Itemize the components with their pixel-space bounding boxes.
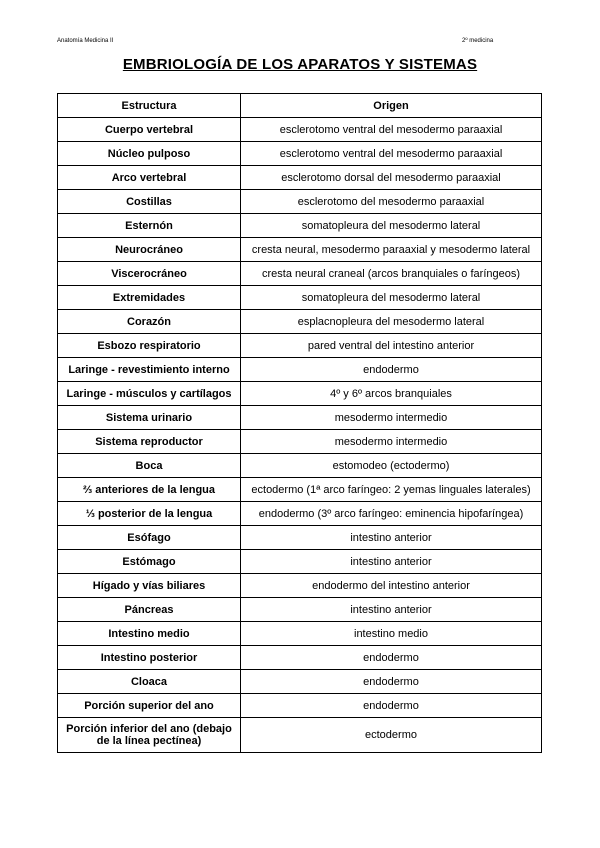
table-row	[58, 118, 542, 142]
cell-origen: intestino anterior	[241, 526, 542, 550]
table-row	[58, 238, 542, 262]
cell-estructura: Arco vertebral	[58, 166, 241, 190]
table-row	[58, 430, 542, 454]
table-row	[58, 526, 542, 550]
cell-origen: somatopleura del mesodermo lateral	[241, 286, 542, 310]
table-row	[58, 262, 542, 286]
table-row	[58, 382, 542, 406]
column-header-estructura: Estructura	[58, 94, 241, 118]
cell-estructura: Extremidades	[58, 286, 241, 310]
cell-estructura: ⅓ posterior de la lengua	[58, 502, 241, 526]
cell-estructura: Páncreas	[58, 598, 241, 622]
cell-estructura: Esternón	[58, 214, 241, 238]
cell-origen: intestino medio	[241, 622, 542, 646]
table-row	[58, 406, 542, 430]
table-row	[58, 670, 542, 694]
table-row	[58, 574, 542, 598]
cell-estructura: Esófago	[58, 526, 241, 550]
cell-origen: 4º y 6º arcos branquiales	[241, 382, 542, 406]
table-header-row	[58, 94, 542, 118]
cell-origen: endodermo del intestino anterior	[241, 574, 542, 598]
cell-estructura: Intestino posterior	[58, 646, 241, 670]
table-row	[58, 454, 542, 478]
cell-origen: cresta neural, mesodermo paraaxial y mesodermo lateral	[241, 238, 542, 262]
table-row	[58, 214, 542, 238]
table-row	[58, 142, 542, 166]
cell-estructura: Cloaca	[58, 670, 241, 694]
table-row	[58, 310, 542, 334]
table-row	[58, 358, 542, 382]
cell-estructura: Neurocráneo	[58, 238, 241, 262]
cell-estructura: Intestino medio	[58, 622, 241, 646]
table-row	[58, 166, 542, 190]
embryology-table	[57, 93, 542, 753]
table-body	[58, 118, 542, 753]
cell-estructura: Porción inferior del ano (debajo de la línea pectínea)	[58, 718, 241, 753]
cell-origen: endodermo	[241, 694, 542, 718]
cell-estructura: Hígado y vías biliares	[58, 574, 241, 598]
cell-origen: ectodermo (1ª arco faríngeo: 2 yemas linguales laterales)	[241, 478, 542, 502]
cell-estructura: Corazón	[58, 310, 241, 334]
cell-estructura: Porción superior del ano	[58, 694, 241, 718]
cell-origen: esclerotomo dorsal del mesodermo paraaxial	[241, 166, 542, 190]
page-title: EMBRIOLOGÍA DE LOS APARATOS Y SISTEMAS	[122, 56, 478, 73]
cell-origen: ectodermo	[241, 718, 542, 753]
cell-origen: pared ventral del intestino anterior	[241, 334, 542, 358]
cell-origen: estomodeo (ectodermo)	[241, 454, 542, 478]
cell-origen: esclerotomo del mesodermo paraaxial	[241, 190, 542, 214]
cell-estructura: Cuerpo vertebral	[58, 118, 241, 142]
cell-estructura: Boca	[58, 454, 241, 478]
cell-estructura: Núcleo pulposo	[58, 142, 241, 166]
cell-origen: esplacnopleura del mesodermo lateral	[241, 310, 542, 334]
cell-origen: endodermo	[241, 646, 542, 670]
cell-origen: somatopleura del mesodermo lateral	[241, 214, 542, 238]
table-row	[58, 478, 542, 502]
cell-origen: endodermo	[241, 670, 542, 694]
cell-origen: intestino anterior	[241, 550, 542, 574]
cell-origen: endodermo	[241, 358, 542, 382]
table-row	[58, 646, 542, 670]
cell-estructura: Laringe - revestimiento interno	[58, 358, 241, 382]
table-row	[58, 286, 542, 310]
cell-estructura: ⅔ anteriores de la lengua	[58, 478, 241, 502]
cell-estructura: Estómago	[58, 550, 241, 574]
cell-origen: endodermo (3º arco faríngeo: eminencia hipofaríngea)	[241, 502, 542, 526]
table-row	[58, 622, 542, 646]
cell-origen: esclerotomo ventral del mesodermo paraaxial	[241, 118, 542, 142]
table-row	[58, 718, 542, 753]
table-row	[58, 550, 542, 574]
column-header-origen: Origen	[241, 94, 542, 118]
cell-origen: intestino anterior	[241, 598, 542, 622]
cell-estructura: Sistema reproductor	[58, 430, 241, 454]
header-course: Anatomía Medicina II	[57, 38, 114, 44]
table-row	[58, 334, 542, 358]
cell-origen: esclerotomo ventral del mesodermo paraaxial	[241, 142, 542, 166]
cell-estructura: Esbozo respiratorio	[58, 334, 241, 358]
cell-origen: mesodermo intermedio	[241, 406, 542, 430]
table-row	[58, 598, 542, 622]
table-row	[58, 502, 542, 526]
table-row	[58, 190, 542, 214]
cell-origen: cresta neural craneal (arcos branquiales o faríngeos)	[241, 262, 542, 286]
table-row	[58, 694, 542, 718]
cell-estructura: Laringe - músculos y cartílagos	[58, 382, 241, 406]
cell-estructura: Sistema urinario	[58, 406, 241, 430]
cell-origen: mesodermo intermedio	[241, 430, 542, 454]
cell-estructura: Costillas	[58, 190, 241, 214]
cell-estructura: Viscerocráneo	[58, 262, 241, 286]
header-year: 2º medicina	[462, 38, 494, 44]
